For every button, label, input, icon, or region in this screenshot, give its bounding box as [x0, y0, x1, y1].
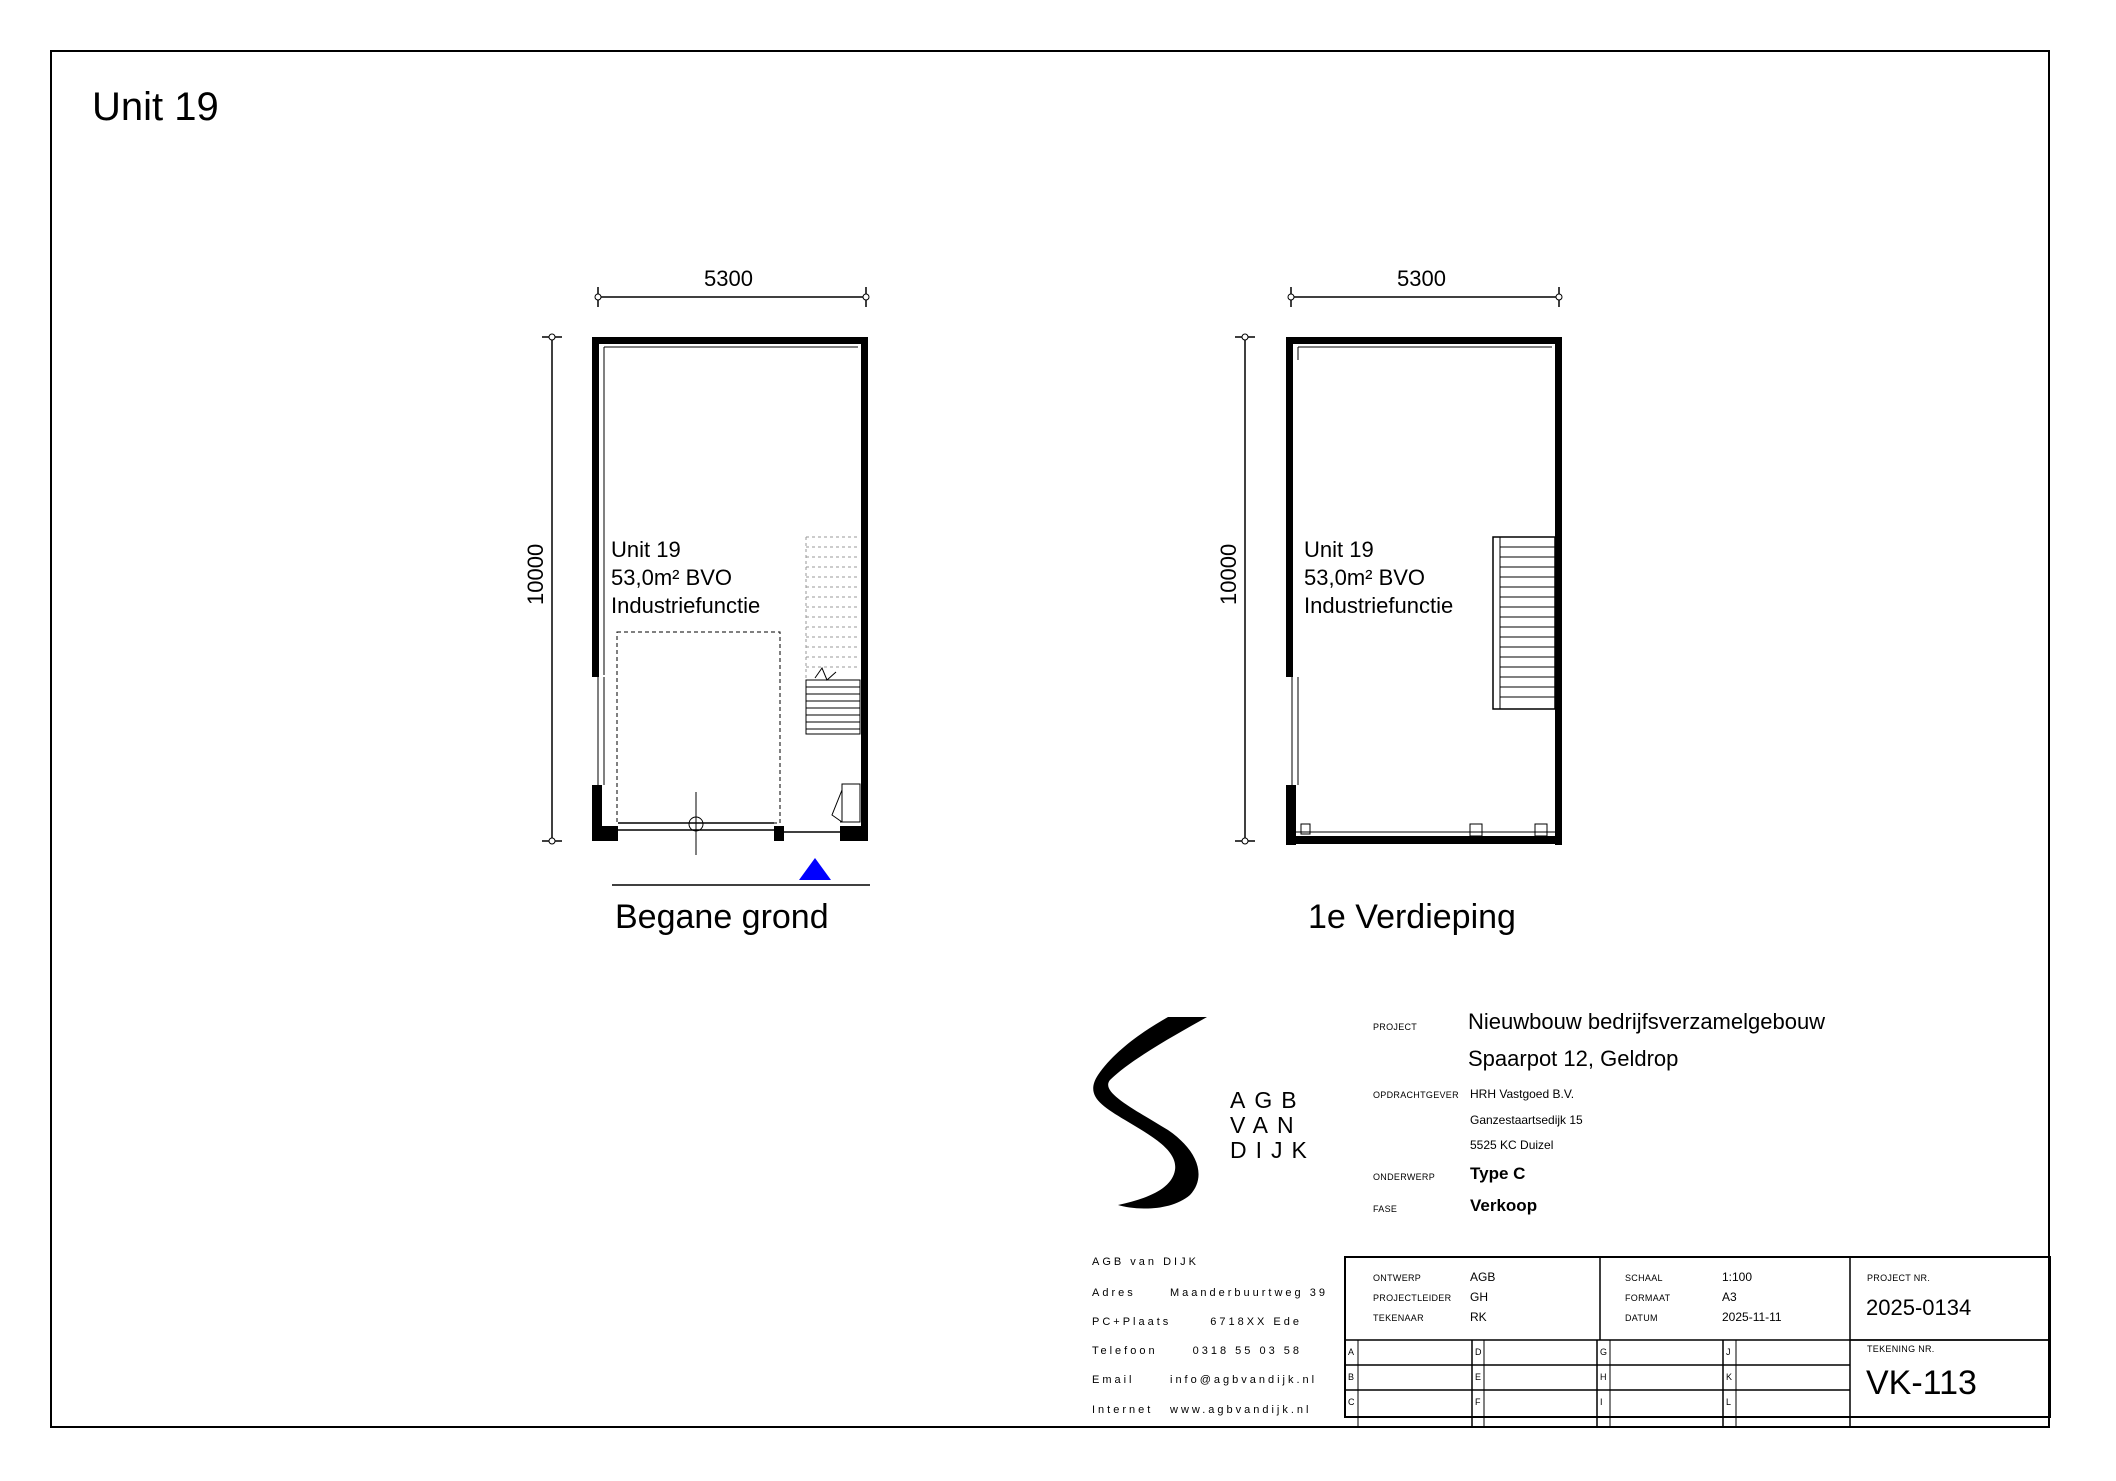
plan-2-width-label: 5300 [1397, 266, 1446, 291]
revision-letter: E [1475, 1372, 1482, 1382]
project-nr-value: 2025-0134 [1866, 1295, 1972, 1320]
web-label: Internet [1092, 1404, 1154, 1416]
project-line-2: Spaarpot 12, Geldrop [1468, 1046, 1679, 1071]
revision-letter: C [1348, 1397, 1355, 1407]
formaat-value: A3 [1722, 1290, 1737, 1304]
phone-value: 0318 55 03 58 [1192, 1345, 1302, 1357]
client-street: Ganzestaartsedijk 15 [1470, 1113, 1583, 1127]
ontwerp-value: AGB [1470, 1270, 1496, 1284]
tekenaar-label: TEKENAAR [1373, 1313, 1424, 1323]
project-line-1: Nieuwbouw bedrijfsverzamelgebouw [1468, 1009, 1826, 1034]
revision-letter: A [1348, 1347, 1355, 1357]
city-value: 6718XX Ede [1210, 1316, 1302, 1328]
client-label: OPDRACHTGEVER [1373, 1090, 1459, 1100]
email-value: info@agbvandijk.nl [1170, 1374, 1318, 1386]
datum-value: 2025-11-11 [1722, 1310, 1782, 1324]
project-label: PROJECT [1373, 1022, 1418, 1032]
client-name: HRH Vastgoed B.V. [1470, 1087, 1575, 1101]
datum-label: DATUM [1625, 1313, 1658, 1323]
email-label: Email [1092, 1374, 1135, 1386]
tekening-nr-label: TEKENING NR. [1867, 1344, 1935, 1354]
revision-letter: H [1600, 1372, 1607, 1382]
revision-letter: G [1600, 1347, 1608, 1357]
room-function: Industriefunctie [611, 593, 761, 618]
formaat-label: FORMAAT [1625, 1293, 1671, 1303]
plan-1-width-label: 5300 [704, 266, 753, 291]
revision-letter: I [1600, 1397, 1603, 1407]
room-unit: Unit 19 [1304, 537, 1374, 562]
revision-letter: B [1348, 1372, 1355, 1382]
phase-value: Verkoop [1470, 1196, 1538, 1215]
room-function: Industriefunctie [1304, 593, 1454, 618]
client-city: 5525 KC Duizel [1470, 1138, 1554, 1152]
subject-label: ONDERWERP [1373, 1172, 1436, 1182]
project-nr-label: PROJECT NR. [1867, 1273, 1931, 1283]
phone-label: Telefoon [1092, 1345, 1158, 1357]
ontwerp-label: ONTWERP [1373, 1273, 1422, 1283]
plan-title-1e-verdieping: 1e Verdieping [1308, 898, 1516, 936]
revision-letter: J [1726, 1347, 1731, 1357]
address-value: Maanderbuurtweg 39 [1170, 1287, 1328, 1299]
revision-letter: F [1475, 1397, 1481, 1407]
agb-logo-letters: AGB VAN DIJK [1230, 1087, 1316, 1163]
sheet-title: Unit 19 [92, 85, 219, 129]
phase-label: FASE [1373, 1204, 1398, 1214]
revision-letter: D [1475, 1347, 1482, 1357]
tekenaar-value: RK [1470, 1310, 1487, 1324]
plan-title-begane-grond: Begane grond [615, 898, 829, 936]
tekening-nr-value: VK-113 [1866, 1364, 1977, 1402]
plan-2-height-label: 10000 [1216, 543, 1241, 605]
company-name: AGB van DIJK [1092, 1256, 1199, 1268]
room-area: 53,0m² BVO [611, 565, 733, 590]
projectleider-label: PROJECTLEIDER [1373, 1293, 1452, 1303]
projectleider-value: GH [1470, 1290, 1488, 1304]
city-label: PC+Plaats [1092, 1316, 1172, 1328]
room-unit: Unit 19 [611, 537, 681, 562]
schaal-value: 1:100 [1722, 1270, 1753, 1284]
web-value: www.agbvandijk.nl [1170, 1404, 1312, 1416]
schaal-label: SCHAAL [1625, 1273, 1663, 1283]
room-area: 53,0m² BVO [1304, 565, 1426, 590]
plan-1-height-label: 10000 [523, 543, 548, 605]
revision-letter: L [1726, 1397, 1732, 1407]
revision-letter: K [1726, 1372, 1733, 1382]
subject-value: Type C [1470, 1164, 1526, 1183]
address-label: Adres [1092, 1287, 1136, 1299]
